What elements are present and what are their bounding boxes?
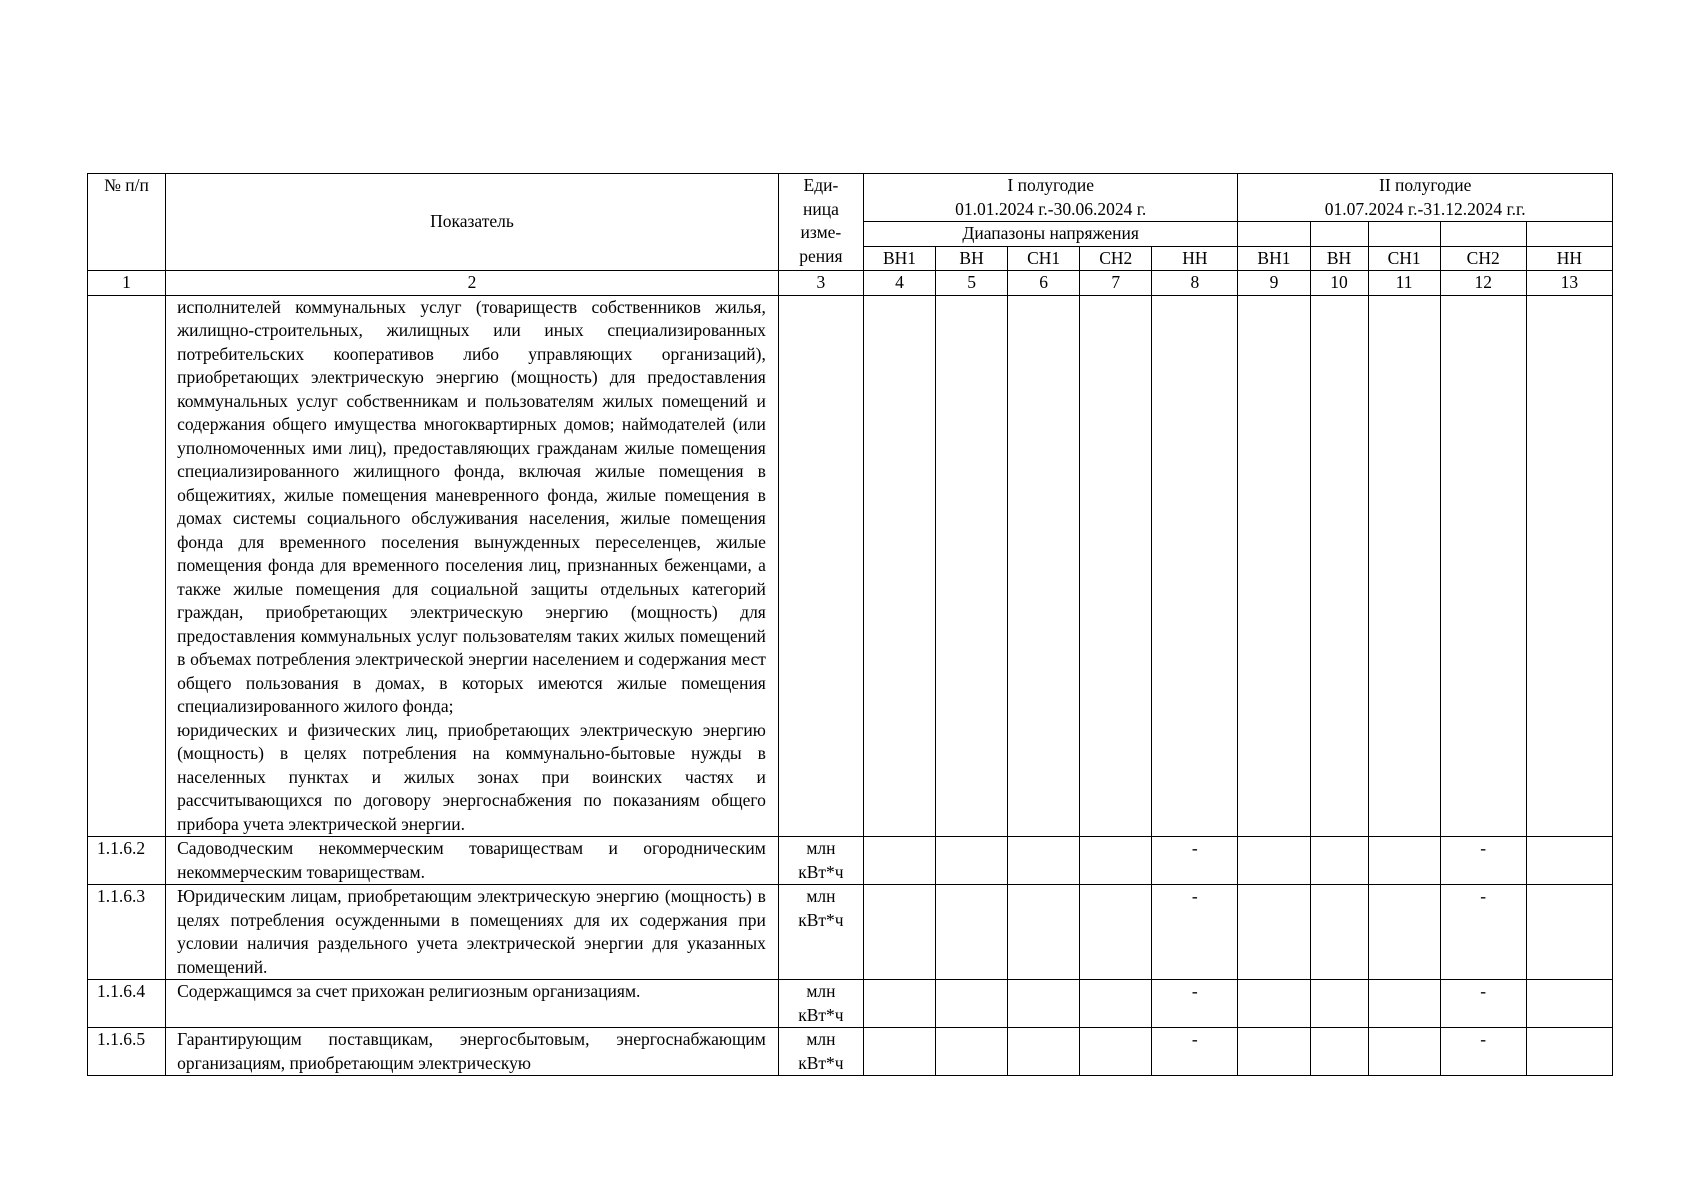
voltage-level-h1: ВН1 xyxy=(863,246,935,271)
column-number: 12 xyxy=(1440,271,1526,296)
voltage-level-h2: СН1 xyxy=(1368,246,1440,271)
half1-title: I полугодие xyxy=(1007,175,1094,195)
row-unit: млн кВт*ч xyxy=(778,1028,863,1076)
row-value xyxy=(1238,1028,1310,1076)
row-value xyxy=(1080,295,1152,837)
indicator-paragraph: Содержащимся за счет прихожан религиозным организациям. xyxy=(177,981,641,1001)
column-number: 1 xyxy=(88,271,166,296)
row-value xyxy=(1008,837,1080,885)
row-value xyxy=(1368,295,1440,837)
row-value xyxy=(863,885,935,980)
row-unit: млн кВт*ч xyxy=(778,837,863,885)
row-value xyxy=(1008,885,1080,980)
row-value xyxy=(1238,837,1310,885)
voltage-level-h2: НН xyxy=(1526,246,1612,271)
row-value xyxy=(1526,980,1612,1028)
row-value xyxy=(1238,980,1310,1028)
half1-dates: 01.01.2024 г.-30.06.2024 г. xyxy=(955,198,1147,219)
row-value xyxy=(936,885,1008,980)
voltage-blank xyxy=(1310,222,1368,247)
row-value xyxy=(1080,980,1152,1028)
row-number: 1.1.6.2 xyxy=(88,837,166,885)
row-value xyxy=(1368,837,1440,885)
row-value xyxy=(863,980,935,1028)
row-number: 1.1.6.5 xyxy=(88,1028,166,1076)
table-row xyxy=(88,295,1613,837)
voltage-blank xyxy=(1238,222,1310,247)
row-value xyxy=(1310,837,1368,885)
row-value xyxy=(1008,1028,1080,1076)
row-value xyxy=(1310,295,1368,837)
row-value: - xyxy=(1152,885,1238,980)
column-number: 4 xyxy=(863,271,935,296)
row-number: 1.1.6.4 xyxy=(88,980,166,1028)
header-half2 xyxy=(1238,174,1613,222)
row-value xyxy=(863,837,935,885)
row-value xyxy=(1368,1028,1440,1076)
row-value xyxy=(1526,837,1612,885)
row-value: - xyxy=(1440,837,1526,885)
row-value xyxy=(936,295,1008,837)
column-number: 13 xyxy=(1526,271,1612,296)
column-number: 3 xyxy=(778,271,863,296)
voltage-blank xyxy=(1440,222,1526,247)
column-number: 8 xyxy=(1152,271,1238,296)
row-value xyxy=(1526,885,1612,980)
row-value: - xyxy=(1440,1028,1526,1076)
row-unit xyxy=(778,295,863,837)
voltage-level-h1: НН xyxy=(1152,246,1238,271)
half2-title: II полугодие xyxy=(1379,175,1472,195)
table-row xyxy=(88,837,1613,885)
row-value xyxy=(863,1028,935,1076)
row-value xyxy=(1310,980,1368,1028)
row-indicator xyxy=(166,1028,779,1076)
table-row xyxy=(88,885,1613,980)
row-value xyxy=(1440,295,1526,837)
header-half1 xyxy=(863,174,1237,222)
voltage-level-h1: СН1 xyxy=(1008,246,1080,271)
row-value: - xyxy=(1152,980,1238,1028)
row-value xyxy=(1526,1028,1612,1076)
indicator-paragraph: юридических и физических лиц, приобретающих электрическую энергию (мощность) в целях потребления на коммунально-бытовые нужды в населенных пунктах и жилых зонах при воинских частях и рассчитывающихся по договору энергоснабжения по показаниям общего прибора учета электрической энергии. xyxy=(177,719,766,834)
row-value xyxy=(1008,980,1080,1028)
row-indicator xyxy=(166,980,779,1028)
indicator-table xyxy=(87,173,1613,1076)
row-number: 1.1.6.3 xyxy=(88,885,166,980)
row-value xyxy=(1238,885,1310,980)
row-unit: млн кВт*ч xyxy=(778,885,863,980)
half2-dates: 01.07.2024 г.-31.12.2024 г.г. xyxy=(1324,198,1526,219)
row-value xyxy=(1080,837,1152,885)
voltage-level-h2: ВН xyxy=(1310,246,1368,271)
row-value xyxy=(1008,295,1080,837)
voltage-level-h2: СН2 xyxy=(1440,246,1526,271)
row-value xyxy=(936,837,1008,885)
column-number: 5 xyxy=(936,271,1008,296)
indicator-paragraph: исполнителей коммунальных услуг (товариществ собственников жилья, жилищно-строительных, жилищных или иных специализированных потребительских кооперативов либо управляющих организаций), приобретающих электрическую энергию (мощность) для предоставления коммунальных услуг собственникам и пользователям жилых помещений и содержания общего имущества многоквартирных домов; наймодателей (или уполномоченных ими лиц), предоставляющих гражданам жилые помещения специализированного жилищного фонда, включая жилые помещения в общежитиях, жилые помещения маневренного фонда, жилые помещения в домах системы социального обслуживания населения, жилые помещения фонда для временного поселения вынужденных переселенцев, жилые помещения фонда для временного поселения лиц, признанных беженцами, а также жилые помещения для социальной защиты отдельных категорий граждан, приобретающих электрическую энергию (мощность) для предоставления коммунальных услуг пользователям таких жилых помещений в объемах потребления электрической энергии населением и содержания мест общего пользования в домах, в которых имеются жилые помещения специализированного жилого фонда; xyxy=(177,296,766,716)
header-num: № п/п xyxy=(88,174,166,271)
voltage-ranges-label: Диапазоны напряжения xyxy=(863,222,1237,247)
row-value xyxy=(1368,980,1440,1028)
row-value: - xyxy=(1440,980,1526,1028)
row-value xyxy=(1526,295,1612,837)
voltage-level-h1: СН2 xyxy=(1080,246,1152,271)
row-value xyxy=(863,295,935,837)
header-indicator: Показатель xyxy=(166,174,779,271)
voltage-blank xyxy=(1368,222,1440,247)
voltage-level-h1: ВН xyxy=(936,246,1008,271)
column-number: 7 xyxy=(1080,271,1152,296)
column-number: 9 xyxy=(1238,271,1310,296)
row-value: - xyxy=(1152,1028,1238,1076)
row-indicator xyxy=(166,837,779,885)
column-number: 11 xyxy=(1368,271,1440,296)
row-value xyxy=(1238,295,1310,837)
row-value xyxy=(936,980,1008,1028)
table-row xyxy=(88,1028,1613,1076)
row-value: - xyxy=(1440,885,1526,980)
indicator-paragraph: Юридическим лицам, приобретающим электрическую энергию (мощность) в целях потребления осужденными в помещениях для их содержания при условии наличия раздельного учета электрической энергии для указанных помещений. xyxy=(177,886,766,977)
indicator-paragraph: Садоводческим некоммерческим товариществам и огородническим некоммерческим товариществам. xyxy=(177,838,766,882)
row-value xyxy=(1310,1028,1368,1076)
row-value xyxy=(1080,1028,1152,1076)
row-value xyxy=(936,1028,1008,1076)
row-value xyxy=(1152,295,1238,837)
row-value: - xyxy=(1152,837,1238,885)
indicator-paragraph: Гарантирующим поставщикам, энергосбытовым, энергоснабжающим организациям, приобретающим электрическую xyxy=(177,1029,766,1073)
column-number: 6 xyxy=(1008,271,1080,296)
row-number xyxy=(88,295,166,837)
row-value xyxy=(1368,885,1440,980)
row-indicator xyxy=(166,885,779,980)
table-row xyxy=(88,980,1613,1028)
header-unit: Еди- ница изме- рения xyxy=(778,174,863,271)
row-unit: млн кВт*ч xyxy=(778,980,863,1028)
row-value xyxy=(1080,885,1152,980)
voltage-blank xyxy=(1526,222,1612,247)
row-value xyxy=(1310,885,1368,980)
voltage-level-h2: ВН1 xyxy=(1238,246,1310,271)
column-number: 2 xyxy=(166,271,779,296)
column-number: 10 xyxy=(1310,271,1368,296)
row-indicator xyxy=(166,295,779,837)
